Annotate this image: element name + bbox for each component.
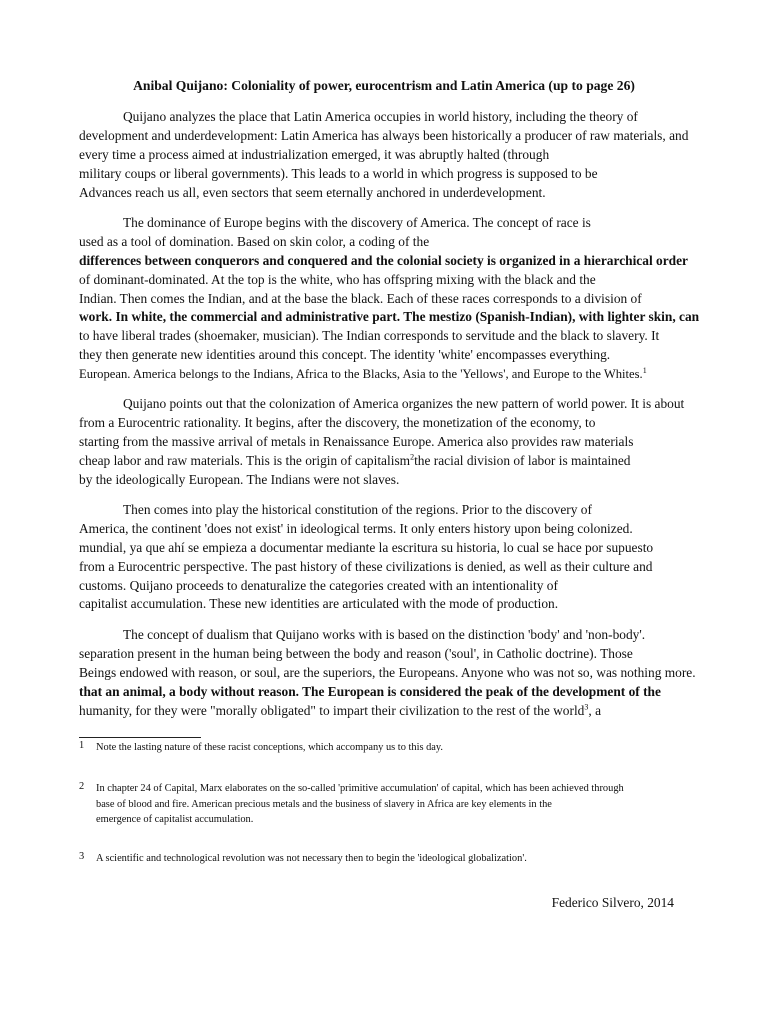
paragraph-line — [79, 452, 684, 471]
paragraph-line: Advances reach us all, even sectors that seem eternally anchored in underdevelopment. — [79, 184, 546, 200]
paragraph-line-bold: work. In white, the commercial and administrative part. The mestizo (Spanish-Indian), with lighter skin, can — [79, 309, 700, 325]
paragraph-line-bold: that an animal, a body without reason. The European is considered the peak of the development of the — [79, 683, 661, 699]
footnote-separator — [79, 737, 201, 738]
paragraph-line-text: the racial division of labor is maintained — [414, 452, 631, 468]
paragraph-line: Then comes into play the historical constitution of the regions. Prior to the discovery of — [123, 502, 592, 517]
footnote-line: A scientific and technological revolution was not necessary then to begin the 'ideological globalization'. — [96, 853, 527, 864]
footnote-3 — [79, 851, 527, 867]
paragraph-line: to have liberal trades (shoemaker, musician). The Indian corresponds to servitude and the black to slavery. It — [79, 328, 660, 344]
paragraph-line: Quijano analyzes the place that Latin America occupies in world history, including the theory of — [123, 109, 638, 124]
paragraph-line: development and underdevelopment: Latin America has always been historically a producer of raw materials, and — [79, 127, 689, 143]
paragraph-line-bold: differences between conquerors and conquered and the colonial society is organized in a hierarchical order — [79, 252, 688, 268]
footnote-number: 3 — [79, 851, 85, 862]
paragraph-line: every time a process aimed at industrialization emerged, it was abruptly halted (through — [79, 146, 550, 162]
paragraph-line: from a Eurocentric perspective. The past history of these civilizations is denied, as well as their culture and — [79, 558, 653, 574]
paragraph-line: capitalist accumulation. These new identities are articulated with the mode of production. — [79, 596, 559, 612]
paragraph-1 — [79, 108, 688, 202]
footnote-line: emergence of capitalist accumulation. — [96, 814, 254, 825]
footnote-number: 1 — [79, 740, 85, 751]
footnote-number: 2 — [79, 781, 85, 792]
paragraph-line: of dominant-dominated. At the top is the white, who has offspring mixing with the black and the — [79, 271, 596, 287]
footnote-line: Note the lasting nature of these racist conceptions, which accompany us to this day. — [96, 742, 444, 753]
paragraph-line: America, the continent 'does not exist' in ideological terms. It only enters history upon being colonized. — [79, 520, 633, 536]
footnote-ref-1: 1 — [642, 365, 647, 375]
paragraph-line: The concept of dualism that Quijano works with is based on the distinction 'body' and 'non-body'. — [123, 627, 646, 642]
paragraph-line: they then generate new identities around this concept. The identity 'white' encompasses everything. — [79, 347, 611, 363]
footnote-line: base of blood and fire. American precious metals and the business of slavery in Africa are key elements in the — [96, 798, 552, 810]
paragraph-line: The dominance of Europe begins with the discovery of America. The concept of race is — [123, 215, 591, 230]
paragraph-2 — [79, 214, 699, 384]
paragraph-line: military coups or liberal governments). This leads to a world in which progress is supposed to be — [79, 165, 598, 181]
paragraph-line: Quijano points out that the colonization of America organizes the new pattern of world power. It is about — [123, 396, 685, 411]
paragraph-line: by the ideologically European. The Indians were not slaves. — [79, 471, 400, 487]
author-signature: Federico Silvero, 2014 — [551, 895, 674, 910]
paragraph-line — [79, 702, 696, 721]
footnote-ref-2: 2 — [410, 452, 415, 462]
paragraph-line: Indian. Then comes the Indian, and at the base the black. Each of these races corresponds to a division of — [79, 290, 642, 306]
paragraph-line: from a Eurocentric rationality. It begins, after the discovery, the monetization of the economy, to — [79, 414, 596, 430]
document-title: Anibal Quijano: Coloniality of power, eurocentrism and Latin America (up to page 26) — [133, 78, 635, 93]
footnote-ref-3: 3 — [584, 702, 589, 712]
paragraph-line-text: humanity, for they were "morally obligated" to impart their civilization to the rest of the world — [79, 702, 585, 718]
paragraph-line-text: European. America belongs to the Indians, Africa to the Blacks, Asia to the 'Yellows', and Europe to the Whites. — [79, 367, 643, 382]
paragraph-line: separation present in the human being between the body and reason ('soul', in Catholic doctrine). Those — [79, 645, 633, 661]
footnote-1 — [79, 740, 443, 756]
paragraph-line-text: , a — [588, 702, 602, 718]
paragraph-line: Beings endowed with reason, or soul, are the superiors, the Europeans. Anyone who was not so, was nothing more. — [79, 664, 696, 680]
footnote-2 — [79, 781, 624, 828]
paragraph-line: starting from the massive arrival of metals in Renaissance Europe. America also provides raw materials — [79, 433, 634, 449]
paragraph-5 — [79, 626, 696, 720]
footnote-line: In chapter 24 of Capital, Marx elaborates on the so-called 'primitive accumulation' of capital, which has been achieved through — [96, 783, 624, 794]
paragraph-3 — [79, 395, 684, 489]
paragraph-line-text: cheap labor and raw materials. This is the origin of capitalism — [79, 452, 411, 468]
paragraph-line: customs. Quijano proceeds to denaturalize the categories created with an intentionality of — [79, 577, 558, 593]
paragraph-line: used as a tool of domination. Based on skin color, a coding of the — [79, 233, 430, 249]
paragraph-4 — [79, 501, 653, 614]
paragraph-line: mundial, ya que ahí se empieza a documentar mediante la escritura su historia, lo cual se hace por supuesto — [79, 539, 654, 555]
paragraph-line — [79, 365, 699, 384]
